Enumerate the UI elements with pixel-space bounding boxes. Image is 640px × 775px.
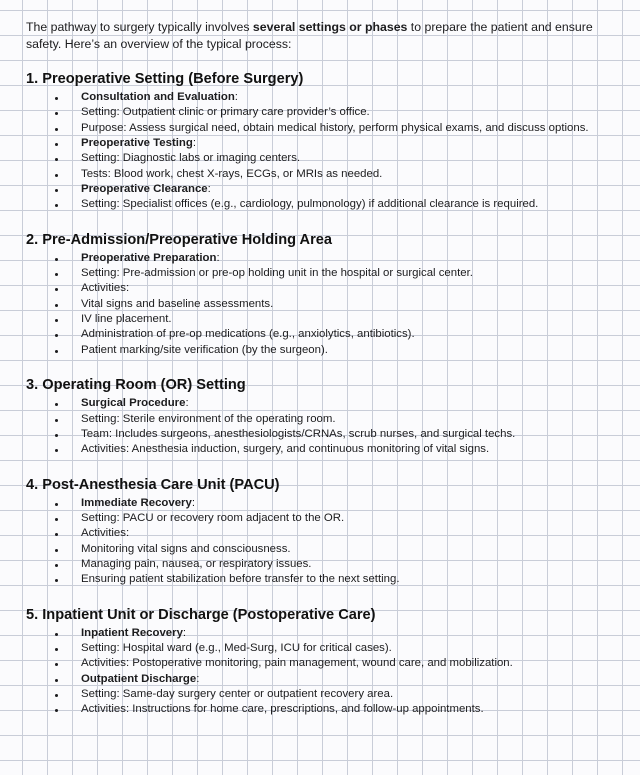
bullet-icon <box>55 143 58 146</box>
bullet-icon <box>55 319 58 322</box>
list-item <box>26 702 626 717</box>
subheading-item <box>26 182 626 197</box>
bullet-icon <box>55 128 58 131</box>
section-heading: 3. Operating Room (OR) Setting <box>26 377 246 394</box>
item-text: Activities: Instructions for home care, prescriptions, and follow-up appointments. <box>81 703 484 716</box>
intro-paragraph <box>26 19 626 52</box>
list-item <box>26 557 626 572</box>
item-text: Monitoring vital signs and consciousness. <box>81 542 291 555</box>
subheading-item <box>26 672 626 687</box>
section-heading: 5. Inpatient Unit or Discharge (Postoperative Care) <box>26 606 376 623</box>
item-text: Administration of pre-op medications (e.g., anxiolytics, antibiotics). <box>81 328 415 341</box>
item-text: Team: Includes surgeons, anesthesiologists/CRNAs, scrub nurses, and surgical techs. <box>81 427 516 440</box>
bullet-icon <box>55 503 58 506</box>
intro-text-start: The pathway to surgery typically involves <box>26 20 253 34</box>
section-heading: 2. Pre-Admission/Preoperative Holding Area <box>26 231 333 248</box>
list-item <box>26 641 626 656</box>
subheading-colon: : <box>196 672 200 685</box>
bullet-icon <box>55 694 58 697</box>
item-text: Activities: <box>81 282 130 295</box>
subheading-colon: : <box>185 397 189 410</box>
bullet-icon <box>55 633 58 636</box>
list-item <box>26 167 626 182</box>
item-text: Vital signs and baseline assessments. <box>81 297 274 310</box>
subheading-colon: : <box>182 626 187 639</box>
list-item <box>26 266 626 281</box>
subheading-colon: : <box>191 496 195 509</box>
subheading-item <box>26 626 626 641</box>
list-item <box>26 656 626 671</box>
bullet-icon <box>55 709 58 712</box>
bullet-icon <box>55 419 58 422</box>
section-heading: 4. Post-Anesthesia Care Unit (PACU) <box>26 476 280 493</box>
section-heading: 1. Preoperative Setting (Before Surgery) <box>26 71 304 87</box>
bullet-icon <box>55 663 58 666</box>
bullet-icon <box>55 648 58 651</box>
list-item <box>26 542 626 557</box>
subheading-text: Immediate Recovery <box>81 496 192 509</box>
list-item <box>26 687 626 702</box>
item-text: Activities: Postoperative monitoring, pain management, wound care, and mobilization. <box>81 657 513 670</box>
section-2 <box>26 231 626 358</box>
item-text: Activities: Anesthesia induction, surgery, and continuous monitoring of vital signs. <box>81 443 490 456</box>
subheading-text: Preoperative Preparation <box>81 251 217 264</box>
list-item <box>26 121 626 136</box>
subheading-item <box>26 396 626 411</box>
subheading-text: Outpatient Discharge <box>81 672 197 685</box>
item-text: Setting: Diagnostic labs or imaging centers. <box>81 152 301 165</box>
list-item <box>26 197 626 212</box>
item-text: Setting: Hospital ward (e.g., Med-Surg, ICU for critical cases). <box>81 641 392 654</box>
list-item <box>26 105 626 120</box>
sections-container <box>26 70 626 718</box>
section-1 <box>26 70 626 213</box>
item-text: IV line placement. <box>81 313 172 326</box>
bullet-icon <box>55 579 58 582</box>
section-3 <box>26 376 626 457</box>
intro-text-end: to prepare the patient and ensure safety. Here’s an overview of the typical process: <box>26 20 593 51</box>
bullet-list <box>26 496 626 588</box>
item-text: Setting: Pre-admission or pre-op holding unit in the hospital or surgical center. <box>81 267 473 280</box>
bullet-icon <box>55 174 58 177</box>
subheading-item <box>26 496 626 511</box>
bullet-icon <box>55 97 58 100</box>
item-text: Setting: Same-day surgery center or outpatient recovery area. <box>81 687 394 700</box>
subheading-item <box>26 90 626 105</box>
section-5 <box>26 606 626 718</box>
item-text: Managing pain, nausea, or respiratory issues. <box>81 557 312 570</box>
subheading-colon: : <box>207 183 211 196</box>
item-text: Setting: PACU or recovery room adjacent to the OR. <box>81 511 345 524</box>
bullet-list <box>26 396 626 457</box>
bullet-icon <box>55 112 58 115</box>
document-body <box>26 19 626 718</box>
list-item <box>26 327 626 342</box>
item-text: Setting: Outpatient clinic or primary care provider’s office. <box>81 106 370 119</box>
item-text: Activities: <box>81 527 130 540</box>
subheading-item <box>26 251 626 266</box>
list-item <box>26 151 626 166</box>
intro-emphasis: several settings or phases <box>252 20 408 34</box>
subheading-colon: : <box>234 91 238 103</box>
bullet-list <box>26 626 626 718</box>
item-text: Purpose: Assess surgical need, obtain medical history, perform physical exams, and discuss options. <box>81 121 589 134</box>
bullet-list <box>26 90 626 213</box>
item-text: Ensuring patient stabilization before transfer to the next setting. <box>81 573 400 586</box>
subheading-colon: : <box>192 137 197 150</box>
subheading-colon: : <box>216 251 220 264</box>
bullet-icon <box>55 350 58 353</box>
item-text: Patient marking/site verification (by the surgeon). <box>81 343 328 356</box>
bullet-icon <box>55 273 58 276</box>
list-item <box>26 572 626 587</box>
list-item <box>26 511 626 526</box>
bullet-icon <box>55 679 58 682</box>
list-item <box>26 312 626 327</box>
bullet-icon <box>55 304 58 307</box>
bullet-icon <box>55 434 58 437</box>
subheading-text: Preoperative Clearance <box>81 183 208 196</box>
bullet-icon <box>55 533 58 536</box>
subheading-text: Preoperative Testing <box>81 137 193 150</box>
item-text: Tests: Blood work, chest X-rays, ECGs, or MRIs as needed. <box>81 167 383 180</box>
bullet-icon <box>55 549 58 552</box>
bullet-icon <box>55 158 58 161</box>
bullet-icon <box>55 518 58 521</box>
list-item <box>26 442 626 457</box>
list-item <box>26 412 626 427</box>
list-item <box>26 281 626 296</box>
bullet-icon <box>55 258 58 261</box>
subheading-text: Inpatient Recovery <box>81 626 183 639</box>
list-item <box>26 427 626 442</box>
subheading-item <box>26 136 626 151</box>
subheading-text: Consultation and Evaluation <box>81 91 235 103</box>
bullet-icon <box>55 564 58 567</box>
bullet-list <box>26 251 626 358</box>
item-text: Setting: Specialist offices (e.g., cardiology, pulmonology) if additional clearance is required. <box>81 198 539 211</box>
bullet-icon <box>55 189 58 192</box>
list-item <box>26 526 626 541</box>
item-text: Setting: Sterile environment of the operating room. <box>81 412 336 425</box>
bullet-icon <box>55 288 58 291</box>
bullet-icon <box>55 449 58 452</box>
section-4 <box>26 476 626 588</box>
bullet-icon <box>55 403 58 406</box>
subheading-text: Surgical Procedure <box>81 397 186 410</box>
bullet-icon <box>55 334 58 337</box>
bullet-icon <box>55 204 58 207</box>
list-item <box>26 343 626 358</box>
list-item <box>26 297 626 312</box>
